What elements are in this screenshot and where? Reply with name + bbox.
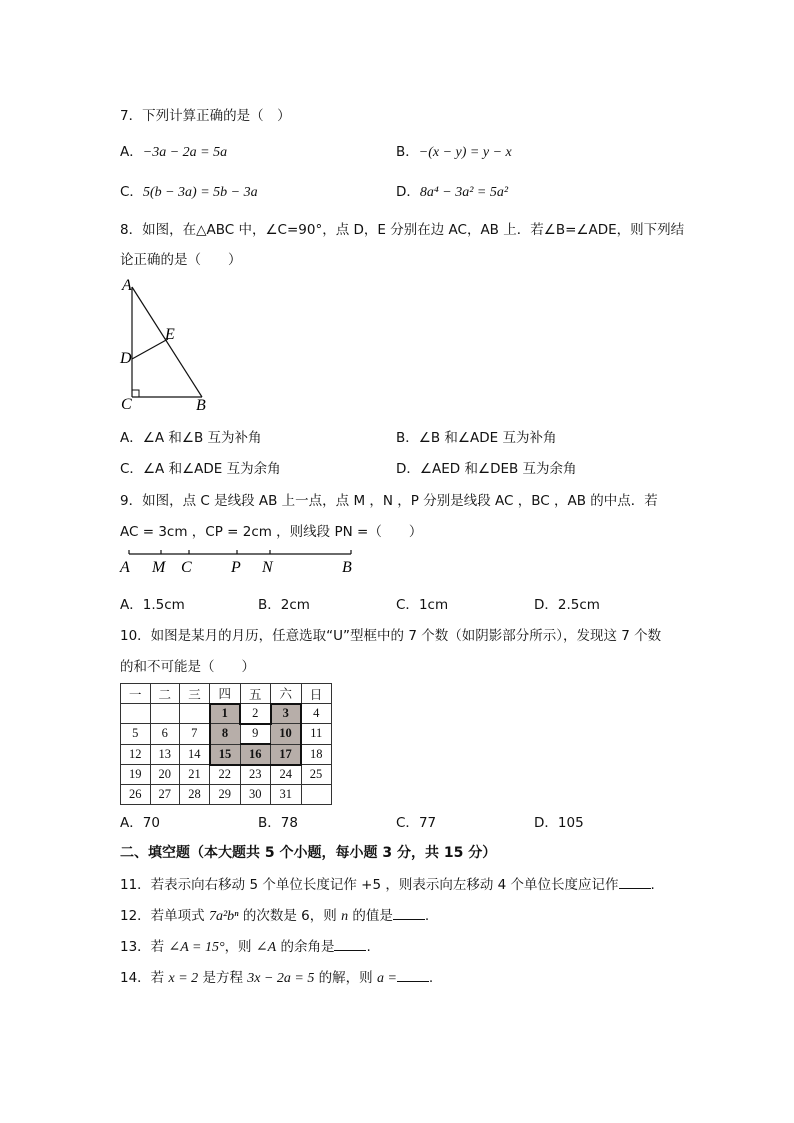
q8-option-c xyxy=(120,457,281,477)
q10-option-c xyxy=(396,811,436,831)
option-expr: 5(b − 3a) = 5b − 3a xyxy=(142,185,258,200)
option-label: A． xyxy=(120,430,143,446)
label-b: B xyxy=(196,397,206,414)
calendar-header-cell: 三 xyxy=(180,684,210,704)
calendar-header-row xyxy=(121,684,332,704)
calendar-cell: 14 xyxy=(180,744,210,765)
q14-expr: x = 2 xyxy=(168,971,199,986)
q9-stem-line2: AC = 3cm ，CP = 2cm ，则线段 PN =（ ） xyxy=(120,524,423,540)
q14-text-b: 是方程 xyxy=(198,970,248,986)
q10-option-a xyxy=(120,811,160,831)
label-n: N xyxy=(262,559,273,576)
answer-blank xyxy=(393,907,425,920)
calendar-header-cell: 二 xyxy=(150,684,180,704)
label-b: B xyxy=(342,559,352,576)
option-label: A． xyxy=(120,597,143,613)
calendar-cell-shaded: 8 xyxy=(210,724,241,745)
calendar-cell: 20 xyxy=(150,765,180,785)
q12-var: n xyxy=(341,909,349,924)
calendar-row xyxy=(121,744,332,765)
label-e: E xyxy=(165,326,175,343)
q14-text-c: 的解，则 xyxy=(314,970,377,986)
answer-blank xyxy=(619,876,651,889)
option-label: C． xyxy=(396,815,419,831)
calendar-row xyxy=(121,785,332,805)
label-c: C xyxy=(121,396,132,413)
calendar-row xyxy=(121,765,332,785)
q13-expr: ∠A = 15° xyxy=(168,940,225,955)
q11 xyxy=(120,873,655,893)
q8-stem-line1: 8．如图，在△ABC 中，∠C=90°，点 D，E 分别在边 AC，AB 上．若∠B=∠ADE，则下列结 xyxy=(120,222,685,238)
q14-expr3: a = xyxy=(376,971,397,986)
answer-blank xyxy=(397,969,429,982)
calendar-cell: 4 xyxy=(301,704,331,724)
option-label: B． xyxy=(396,144,419,160)
option-label: B． xyxy=(258,597,281,613)
option-text: ∠A 和∠B 互为补角 xyxy=(142,430,262,446)
segment-de xyxy=(132,339,168,359)
q12-text-b: 的次数是 6，则 xyxy=(238,908,342,924)
label-p: P xyxy=(231,559,241,576)
option-text: 78 xyxy=(280,815,298,831)
q12-end: . xyxy=(424,908,430,924)
calendar-cell-shaded: 3 xyxy=(271,704,302,724)
calendar-cell: 5 xyxy=(121,724,151,745)
calendar-cell-shaded: 1 xyxy=(210,704,241,724)
segment-figure xyxy=(115,545,365,580)
q10-stem-line2: 的和不可能是（ ） xyxy=(120,659,255,675)
option-label: C． xyxy=(396,597,419,613)
q10-option-b xyxy=(258,811,298,831)
calendar-header-cell: 四 xyxy=(210,684,241,704)
calendar-cell: 24 xyxy=(271,765,302,785)
q11-end: . xyxy=(650,877,655,893)
option-text: 70 xyxy=(142,815,160,831)
calendar-header-cell: 日 xyxy=(301,684,331,704)
calendar-cell: 29 xyxy=(210,785,241,805)
calendar-cell xyxy=(150,704,180,724)
calendar-cell: 26 xyxy=(121,785,151,805)
label-m: M xyxy=(152,559,166,576)
option-label: A． xyxy=(120,144,143,160)
option-label: B． xyxy=(258,815,281,831)
q12-text-c: 的值是 xyxy=(348,908,393,924)
calendar-cell xyxy=(180,704,210,724)
q8-stem-line2: 论正确的是（ ） xyxy=(120,252,242,268)
option-label: D． xyxy=(396,461,420,477)
right-angle-mark xyxy=(132,390,139,397)
q7-option-b xyxy=(396,140,512,161)
calendar-header-cell: 六 xyxy=(271,684,302,704)
option-text: ∠B 和∠ADE 互为补角 xyxy=(418,430,557,446)
calendar-table xyxy=(120,683,332,805)
label-d: D xyxy=(120,350,132,367)
option-label: B． xyxy=(396,430,419,446)
q14-end: . xyxy=(428,970,434,986)
calendar-cell: 25 xyxy=(301,765,331,785)
q10-stem-line1: 10．如图是某月的月历，任意选取“U”型框中的 7 个数（如阴影部分所示），发现这 7 个数 xyxy=(120,628,662,644)
q14-expr2: 3x − 2a = 5 xyxy=(247,971,315,986)
option-text: 105 xyxy=(557,815,584,831)
calendar-cell xyxy=(301,785,331,805)
calendar-cell: 28 xyxy=(180,785,210,805)
option-label: C． xyxy=(120,184,143,200)
option-expr: −3a − 2a = 5a xyxy=(142,145,228,160)
calendar-row xyxy=(121,704,332,724)
calendar-cell-shaded: 15 xyxy=(210,744,241,765)
calendar-header-cell: 一 xyxy=(121,684,151,704)
option-text: ∠A 和∠ADE 互为余角 xyxy=(142,461,281,477)
label-a: A xyxy=(122,277,132,294)
calendar-cell-shaded: 17 xyxy=(271,744,302,765)
calendar-cell: 7 xyxy=(180,724,210,745)
calendar-row xyxy=(121,724,332,745)
q8-option-d xyxy=(396,457,577,477)
calendar-cell: 9 xyxy=(240,724,271,745)
option-expr: −(x − y) = y − x xyxy=(418,145,512,160)
calendar-cell xyxy=(121,704,151,724)
answer-blank xyxy=(334,938,366,951)
option-label: D． xyxy=(534,815,558,831)
option-text: 2cm xyxy=(280,597,310,613)
q7-option-d xyxy=(396,180,508,201)
q13-text-a: 13．若 xyxy=(120,939,169,955)
calendar-cell: 11 xyxy=(301,724,331,745)
option-label: D． xyxy=(534,597,558,613)
q7-option-a xyxy=(120,140,227,161)
q13-end: . xyxy=(366,939,371,955)
label-a: A xyxy=(120,559,130,576)
option-label: A． xyxy=(120,815,143,831)
q13-expr2: ∠A xyxy=(255,940,277,955)
calendar-cell: 22 xyxy=(210,765,241,785)
q11-text: 11．若表示向右移动 5 个单位长度记作 +5 ，则表示向左移动 4 个单位长度应记作 xyxy=(120,877,619,893)
option-text: ∠AED 和∠DEB 互为余角 xyxy=(419,461,577,477)
calendar-cell: 19 xyxy=(121,765,151,785)
section-title: 二、填空题（本大题共 5 个小题，每小题 3 分，共 15 分） xyxy=(120,845,497,861)
calendar-cell: 30 xyxy=(240,785,271,805)
q12-text-a: 12．若单项式 xyxy=(120,908,209,924)
calendar-cell: 13 xyxy=(150,744,180,765)
calendar-header-cell: 五 xyxy=(240,684,271,704)
q9-option-a xyxy=(120,593,185,613)
q14-text-a: 14．若 xyxy=(120,970,169,986)
q9-option-d xyxy=(534,593,600,613)
option-text: 2.5cm xyxy=(557,597,600,613)
option-expr: 8a⁴ − 3a² = 5a² xyxy=(419,185,509,200)
q9-option-b xyxy=(258,593,310,613)
q7-option-c xyxy=(120,180,258,201)
q10-option-d xyxy=(534,811,584,831)
calendar-cell: 12 xyxy=(121,744,151,765)
q14 xyxy=(120,966,433,987)
calendar-cell: 6 xyxy=(150,724,180,745)
q13-text-b: ，则 xyxy=(224,939,256,955)
q8-option-a xyxy=(120,426,262,446)
calendar-cell: 23 xyxy=(240,765,271,785)
option-text: 77 xyxy=(418,815,437,831)
triangle-figure xyxy=(110,275,220,415)
q9-stem-line1: 9．如图，点 C 是线段 AB 上一点，点 M ，N ，P 分别是线段 AC ，BC ，AB 的中点．若 xyxy=(120,493,658,509)
q9-option-c xyxy=(396,593,448,613)
calendar-cell-shaded: 10 xyxy=(271,724,302,745)
calendar-cell: 31 xyxy=(271,785,302,805)
q13 xyxy=(120,935,371,956)
label-c: C xyxy=(181,559,192,576)
calendar-cell: 21 xyxy=(180,765,210,785)
option-text: 1cm xyxy=(418,597,449,613)
q12-expr: 7a²bⁿ xyxy=(208,909,239,924)
calendar-cell-shaded: 16 xyxy=(240,744,271,765)
q7-stem: 7．下列计算正确的是（ ） xyxy=(120,108,291,124)
q12 xyxy=(120,904,429,925)
q13-text-c: 的余角是 xyxy=(276,939,335,955)
calendar-cell: 27 xyxy=(150,785,180,805)
option-label: C． xyxy=(120,461,143,477)
option-label: D． xyxy=(396,184,420,200)
calendar-cell: 18 xyxy=(301,744,331,765)
option-text: 1.5cm xyxy=(142,597,185,613)
q8-option-b xyxy=(396,426,556,446)
calendar-cell: 2 xyxy=(240,704,271,724)
